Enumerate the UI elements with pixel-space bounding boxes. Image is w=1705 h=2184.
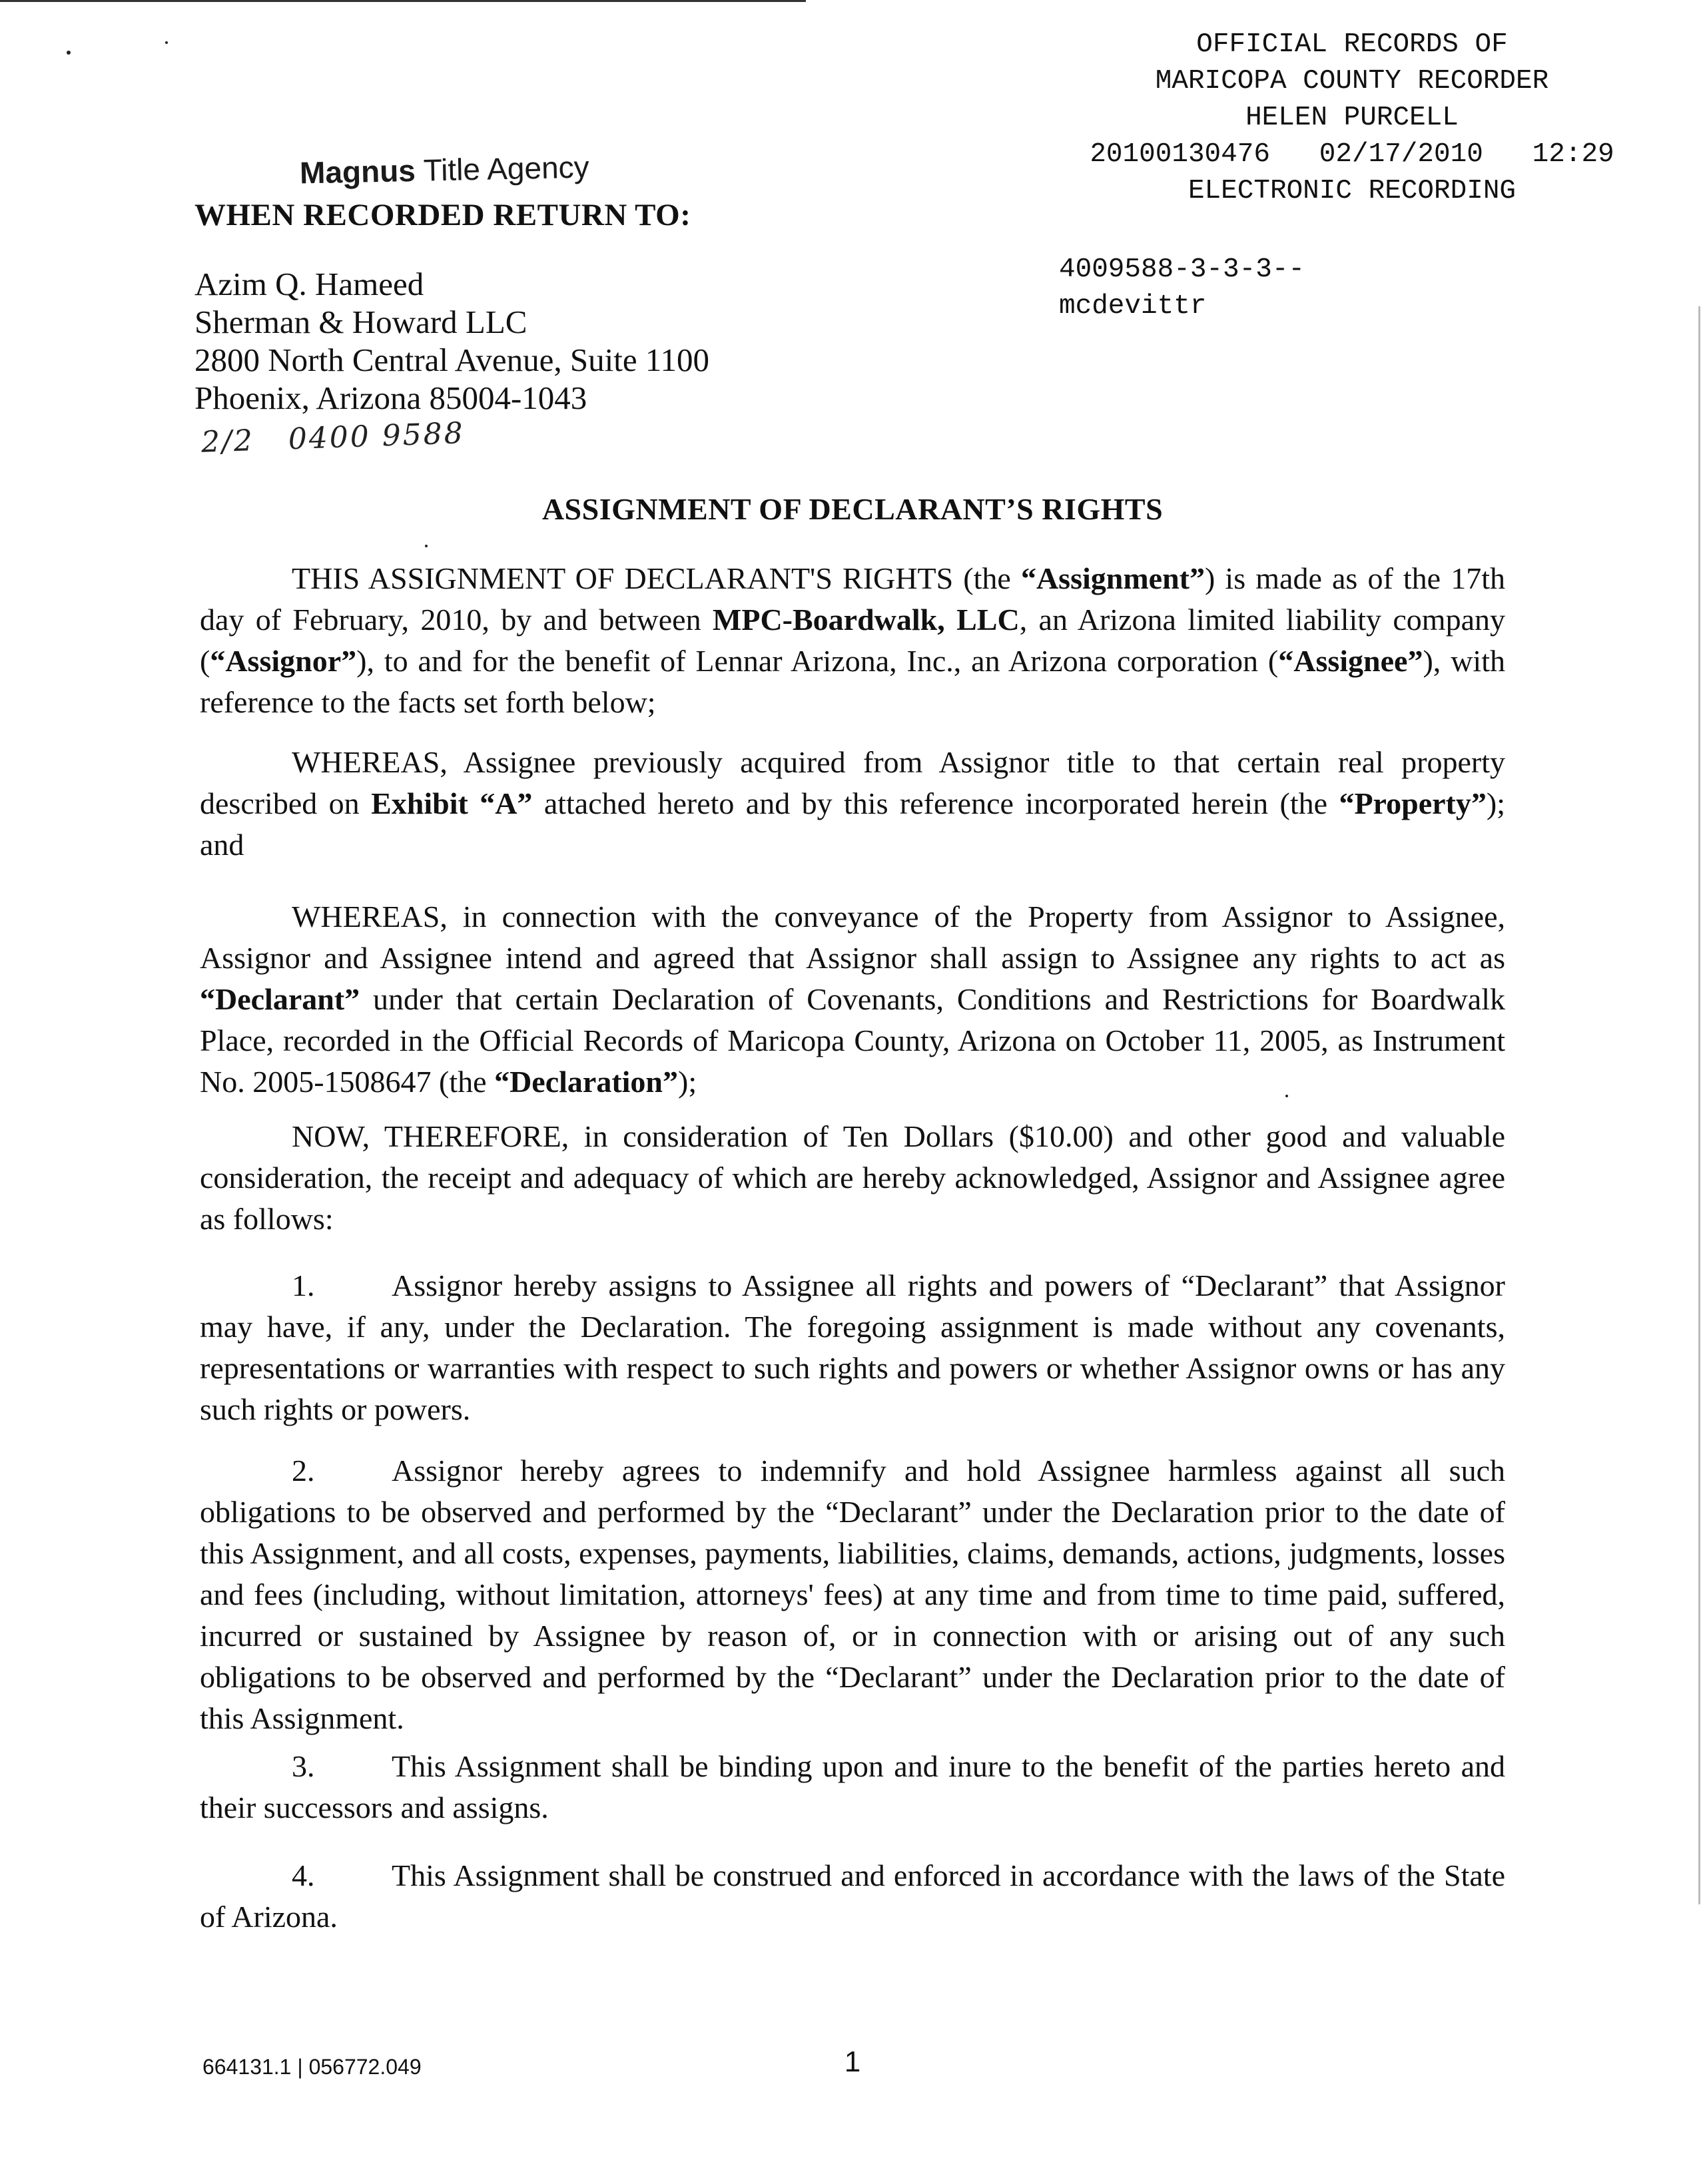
- page-number: 1: [844, 2046, 861, 2078]
- recorder-line: MARICOPA COUNTY RECORDER: [1155, 66, 1549, 97]
- defined-term: “Declarant”: [200, 982, 360, 1016]
- return-to-heading: WHEN RECORDED RETURN TO:: [194, 198, 691, 232]
- whereas-text: attached hereto and by this reference incorporated herein (the: [532, 786, 1339, 820]
- section-2: [200, 1450, 1505, 1739]
- defined-term: “Assignee”: [1278, 644, 1423, 678]
- defined-term: “Property”: [1339, 786, 1487, 820]
- section-number: 3.: [292, 1749, 315, 1783]
- intro-paragraph: [200, 558, 1505, 723]
- section-number: 2.: [292, 1454, 315, 1488]
- defined-term: Exhibit “A”: [371, 786, 533, 820]
- recorder-user: mcdevittr: [1059, 291, 1207, 322]
- now-therefore-paragraph: NOW, THEREFORE, in consideration of Ten Dollars ($10.00) and other good and valuable consideration, the receipt and adequacy of which are hereby acknowledged, Assignor and Assignee agree as follows:: [200, 1119, 1505, 1236]
- whereas-paragraph-2: [200, 896, 1505, 1103]
- return-name: Azim Q. Hameed: [194, 266, 424, 302]
- whereas-text: WHEREAS, Assignee previously acquired from Assignor title to that certain real property described on: [200, 745, 1505, 820]
- recorder-stamp: [1052, 27, 1652, 210]
- defined-term: “Declaration”: [494, 1065, 678, 1099]
- recorder-reference: 4009588-3-3-3--: [1059, 254, 1305, 285]
- section-text: Assignor hereby assigns to Assignee all rights and powers of “Declarant” that Assignor may have, if any, under the Declaration. The foregoing assignment is made without any covenants, representations or warranties with respect to such rights and powers or whether Assignor owns or has any such rights or powers.: [200, 1268, 1505, 1426]
- section-number: 4.: [292, 1858, 315, 1892]
- return-city: Phoenix, Arizona 85004-1043: [194, 380, 587, 416]
- recorder-line: ELECTRONIC RECORDING: [1188, 176, 1517, 206]
- intro-text: THIS ASSIGNMENT OF DECLARANT'S RIGHTS (the: [292, 561, 1021, 595]
- title-agency-stamp: [299, 148, 589, 190]
- recorder-meta: [1059, 252, 1305, 325]
- scan-speck: [1285, 1095, 1288, 1097]
- defined-term: “Assignor”: [210, 644, 357, 678]
- whereas-text: ); and: [200, 786, 1505, 862]
- return-street: 2800 North Central Avenue, Suite 1100: [194, 342, 709, 378]
- intro-text: ), to and for the benefit of Lennar Arizona, Inc., an Arizona corporation (: [356, 644, 1279, 678]
- document-title: ASSIGNMENT OF DECLARANT’S RIGHTS: [541, 492, 1164, 526]
- whereas-text: );: [678, 1065, 697, 1099]
- section-4: [200, 1855, 1505, 1938]
- recording-number-date-time: 20100130476 02/17/2010 12:29: [1090, 139, 1614, 170]
- return-firm: Sherman & Howard LLC: [194, 304, 527, 340]
- whereas-text: WHEREAS, in connection with the conveyance of the Property from Assignor to Assignee, Assignor and Assignee intend and agreed that Assignor shall assign to Assignee any rights to act as: [200, 900, 1505, 975]
- scan-speck: [165, 41, 168, 44]
- section-text: This Assignment shall be construed and enforced in accordance with the laws of the State of Arizona.: [200, 1858, 1505, 1934]
- party-name: MPC-Boardwalk, LLC: [712, 603, 1020, 637]
- handwritten-note: 2/2 0400 9588: [200, 416, 466, 459]
- scan-speck: [425, 545, 428, 547]
- whereas-text: under that certain Declaration of Covenants, Conditions and Restrictions for Boardwalk Place, recorded in the Official Records of Maricopa County, Arizona on October 11, 2005, as Instrument No. 2005-1508647 (the: [200, 982, 1505, 1099]
- section-text: This Assignment shall be binding upon and inure to the benefit of the parties hereto and their successors and assigns.: [200, 1749, 1505, 1824]
- return-address: [194, 265, 709, 417]
- section-text: Assignor hereby agrees to indemnify and hold Assignee harmless against all such obligations to be observed and performed by the “Declarant” under the Declaration prior to the date of this Assignment, and all costs, expenses, payments, liabilities, claims, demands, actions, judgments, losses and fees (including, without limitation, attorneys' fees) at any time and from time to time paid, suffered, incurred or sustained by Assignee by reason of, or in connection with or arising out of any such obligations to be observed and performed by the “Declarant” under the Declaration prior to the date of this Assignment.: [200, 1454, 1505, 1735]
- scan-edge-top: [0, 0, 806, 2]
- section-number: 1.: [292, 1268, 315, 1302]
- agency-name-rest: Title Agency: [415, 149, 590, 188]
- scan-speck: [67, 51, 71, 55]
- intro-text: ), with reference to the facts set forth below;: [200, 644, 1505, 719]
- scan-edge-right: [1698, 306, 1700, 1904]
- section-1: [200, 1265, 1505, 1430]
- defined-term: “Assignment”: [1020, 561, 1205, 595]
- agency-name-bold: Magnus: [299, 152, 416, 190]
- section-3: [200, 1746, 1505, 1828]
- document-id-footer: 664131.1 | 056772.049: [202, 2055, 422, 2079]
- recorder-line: HELEN PURCELL: [1245, 103, 1459, 133]
- recorder-line: OFFICIAL RECORDS OF: [1196, 29, 1508, 60]
- intro-text: ) is made as of the 17th day of February, 2010, by and between: [200, 561, 1505, 637]
- intro-text: , an Arizona limited liability company (: [200, 603, 1505, 678]
- whereas-paragraph-1: [200, 742, 1505, 866]
